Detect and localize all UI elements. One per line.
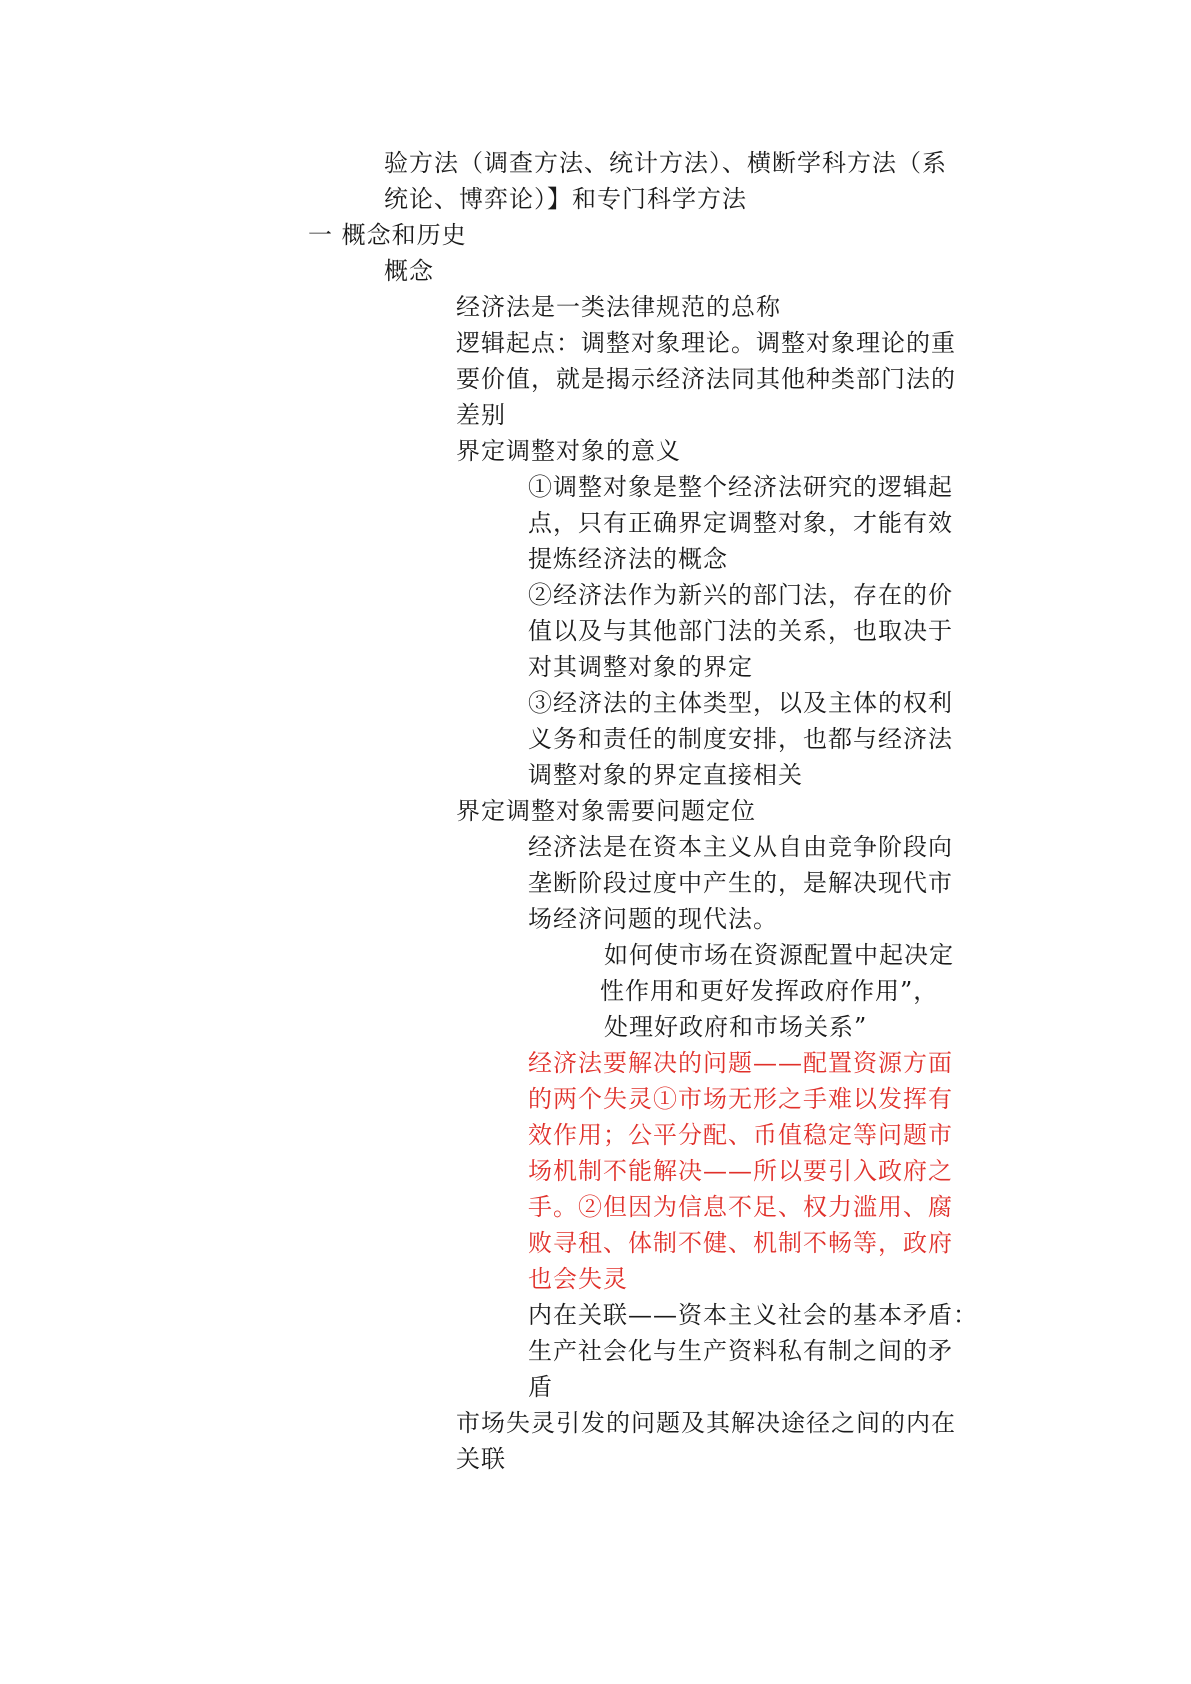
red-line-1: 经济法要解决的问题——配置资源方面 <box>528 1049 953 1077</box>
red-line-3: 效作用；公平分配、币值稳定等问题市 <box>528 1121 953 1149</box>
significance-line-2: 点，只有正确界定调整对象，才能有效 <box>528 509 953 537</box>
significance-line-8: 义务和责任的制度安排，也都与经济法 <box>528 725 953 753</box>
red-line-4: 场机制不能解决——所以要引入政府之 <box>528 1157 953 1185</box>
section-heading: 一 概念和历史 <box>308 221 467 249</box>
significance-line-3: 提炼经济法的概念 <box>528 545 728 573</box>
positioning-line-3: 场经济问题的现代法。 <box>528 905 778 933</box>
positioning-heading: 界定调整对象需要问题定位 <box>456 797 756 825</box>
red-line-7: 也会失灵 <box>528 1265 628 1293</box>
inner-line-3: 盾 <box>528 1373 553 1401</box>
quote-line-3: 处理好政府和市场关系” <box>604 1013 868 1041</box>
definition-line: 经济法是一类法律规范的总称 <box>456 293 781 321</box>
quote-line-1: 如何使市场在资源配置中起决定 <box>604 941 954 969</box>
subsection-heading: 概念 <box>384 257 434 285</box>
significance-line-4: ②经济法作为新兴的部门法，存在的价 <box>528 581 953 609</box>
method-line-2: 统论、博弈论）】和专门科学方法 <box>384 185 747 213</box>
logic-line-3: 差别 <box>456 401 506 429</box>
significance-line-7: ③经济法的主体类型，以及主体的权利 <box>528 689 953 717</box>
inner-line-2: 生产社会化与生产资料私有制之间的矛 <box>528 1337 953 1365</box>
red-line-2: 的两个失灵①市场无形之手难以发挥有 <box>528 1085 953 1113</box>
significance-line-9: 调整对象的界定直接相关 <box>528 761 803 789</box>
significance-heading: 界定调整对象的意义 <box>456 437 681 465</box>
method-line-1: 验方法（调查方法、统计方法）、横断学科方法（系 <box>384 149 947 177</box>
logic-line-2: 要价值，就是揭示经济法同其他种类部门法的 <box>456 365 956 393</box>
significance-line-6: 对其调整对象的界定 <box>528 653 753 681</box>
market-line-2: 关联 <box>456 1445 506 1473</box>
red-line-6: 败寻租、体制不健、机制不畅等，政府 <box>528 1229 953 1257</box>
quote-line-2: 性作用和更好发挥政府作用”， <box>600 977 939 1005</box>
positioning-line-2: 垄断阶段过度中产生的，是解决现代市 <box>528 869 953 897</box>
significance-line-5: 值以及与其他部门法的关系，也取决于 <box>528 617 953 645</box>
red-line-5: 手。②但因为信息不足、权力滥用、腐 <box>528 1193 953 1221</box>
significance-line-1: ①调整对象是整个经济法研究的逻辑起 <box>528 473 953 501</box>
inner-line-1: 内在关联——资本主义社会的基本矛盾： <box>528 1301 978 1329</box>
positioning-line-1: 经济法是在资本主义从自由竞争阶段向 <box>528 833 953 861</box>
logic-line-1: 逻辑起点：调整对象理论。调整对象理论的重 <box>456 329 956 357</box>
market-line-1: 市场失灵引发的问题及其解决途径之间的内在 <box>456 1409 956 1437</box>
